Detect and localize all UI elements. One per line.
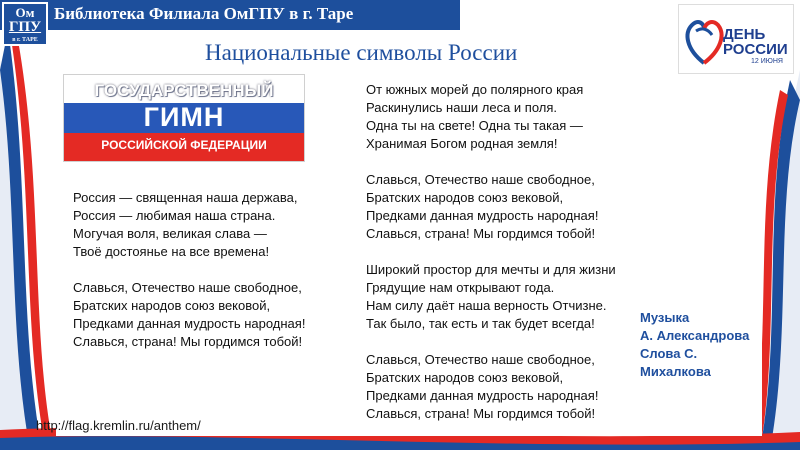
music-label: Музыка bbox=[640, 310, 690, 325]
anthem-banner bbox=[63, 74, 305, 162]
stanza bbox=[366, 261, 638, 333]
anthem-lyrics-right bbox=[366, 81, 638, 450]
heart-icon bbox=[682, 11, 726, 71]
lyric-line: Так было, так есть и так будет всегда! bbox=[366, 316, 595, 331]
music-author: А. Александрова bbox=[640, 328, 750, 343]
lyric-line: Широкий простор для мечты и для жизни bbox=[366, 262, 616, 277]
day-logo-title: ДЕНЬ РОССИИ bbox=[723, 26, 788, 58]
words-author: Михалкова bbox=[640, 364, 711, 379]
university-logo: Ом ГПУ в г. ТАРЕ bbox=[2, 2, 48, 46]
lyric-line: Нам силу даёт наша верность Отчизне. bbox=[366, 298, 607, 313]
words-label: Слова С. bbox=[640, 346, 698, 361]
lyric-line: От южных морей до полярного края bbox=[366, 82, 584, 97]
slide-title: Национальные символы России bbox=[205, 40, 518, 65]
lyric-line: Предками данная мудрость народная! bbox=[73, 316, 306, 331]
library-name: Библиотека Филиала ОмГПУ в г. Таре bbox=[54, 4, 354, 23]
lyric-line: Предками данная мудрость народная! bbox=[366, 388, 599, 403]
lyric-line: Твоё достоянье на все времена! bbox=[73, 244, 270, 259]
lyric-line: Одна ты на свете! Одна ты такая — bbox=[366, 118, 583, 133]
anthem-lyrics-left bbox=[73, 189, 343, 369]
banner-line1: ГОСУДАРСТВЕННЫЙ bbox=[94, 81, 274, 100]
stanza bbox=[366, 171, 638, 243]
lyric-line: Хранимая Богом родная земля! bbox=[366, 136, 558, 151]
lyric-line: Раскинулись наши леса и поля. bbox=[366, 100, 558, 115]
lyric-line: Россия — любимая наша страна. bbox=[73, 208, 276, 223]
stanza bbox=[73, 189, 343, 261]
stanza bbox=[366, 81, 638, 153]
lyric-line: Могучая воля, великая слава — bbox=[73, 226, 267, 241]
lyric-line: Грядущие нам открывают года. bbox=[366, 280, 555, 295]
lyric-line: Славься, страна! Мы гордимся тобой! bbox=[366, 406, 596, 421]
lyric-line: Славься, Отечество наше свободное, bbox=[366, 172, 595, 187]
day-logo-date: 12 ИЮНЯ bbox=[751, 58, 783, 65]
lyric-line: Предками данная мудрость народная! bbox=[366, 208, 599, 223]
anthem-credits bbox=[640, 309, 790, 381]
lyric-line: Россия — священная наша держава, bbox=[73, 190, 298, 205]
lyric-line: Братских народов союз вековой, bbox=[73, 298, 271, 313]
lyric-line: Братских народов союз вековой, bbox=[366, 370, 564, 385]
lyric-line: Славься, Отечество наше свободное, bbox=[366, 352, 595, 367]
lyric-line: Славься, страна! Мы гордимся тобой! bbox=[73, 334, 303, 349]
source-link[interactable]: http://flag.kremlin.ru/anthem/ bbox=[36, 418, 201, 433]
lyric-line: Братских народов союз вековой, bbox=[366, 190, 564, 205]
stanza bbox=[73, 279, 343, 351]
lyric-line: Славься, Отечество наше свободное, bbox=[73, 280, 302, 295]
stanza bbox=[366, 351, 638, 423]
lyric-line: Славься, страна! Мы гордимся тобой! bbox=[366, 226, 596, 241]
day-of-russia-logo bbox=[678, 4, 794, 74]
banner-line3: РОССИЙСКОЙ ФЕДЕРАЦИИ bbox=[101, 138, 267, 152]
banner-line2: ГИМН bbox=[143, 102, 225, 132]
